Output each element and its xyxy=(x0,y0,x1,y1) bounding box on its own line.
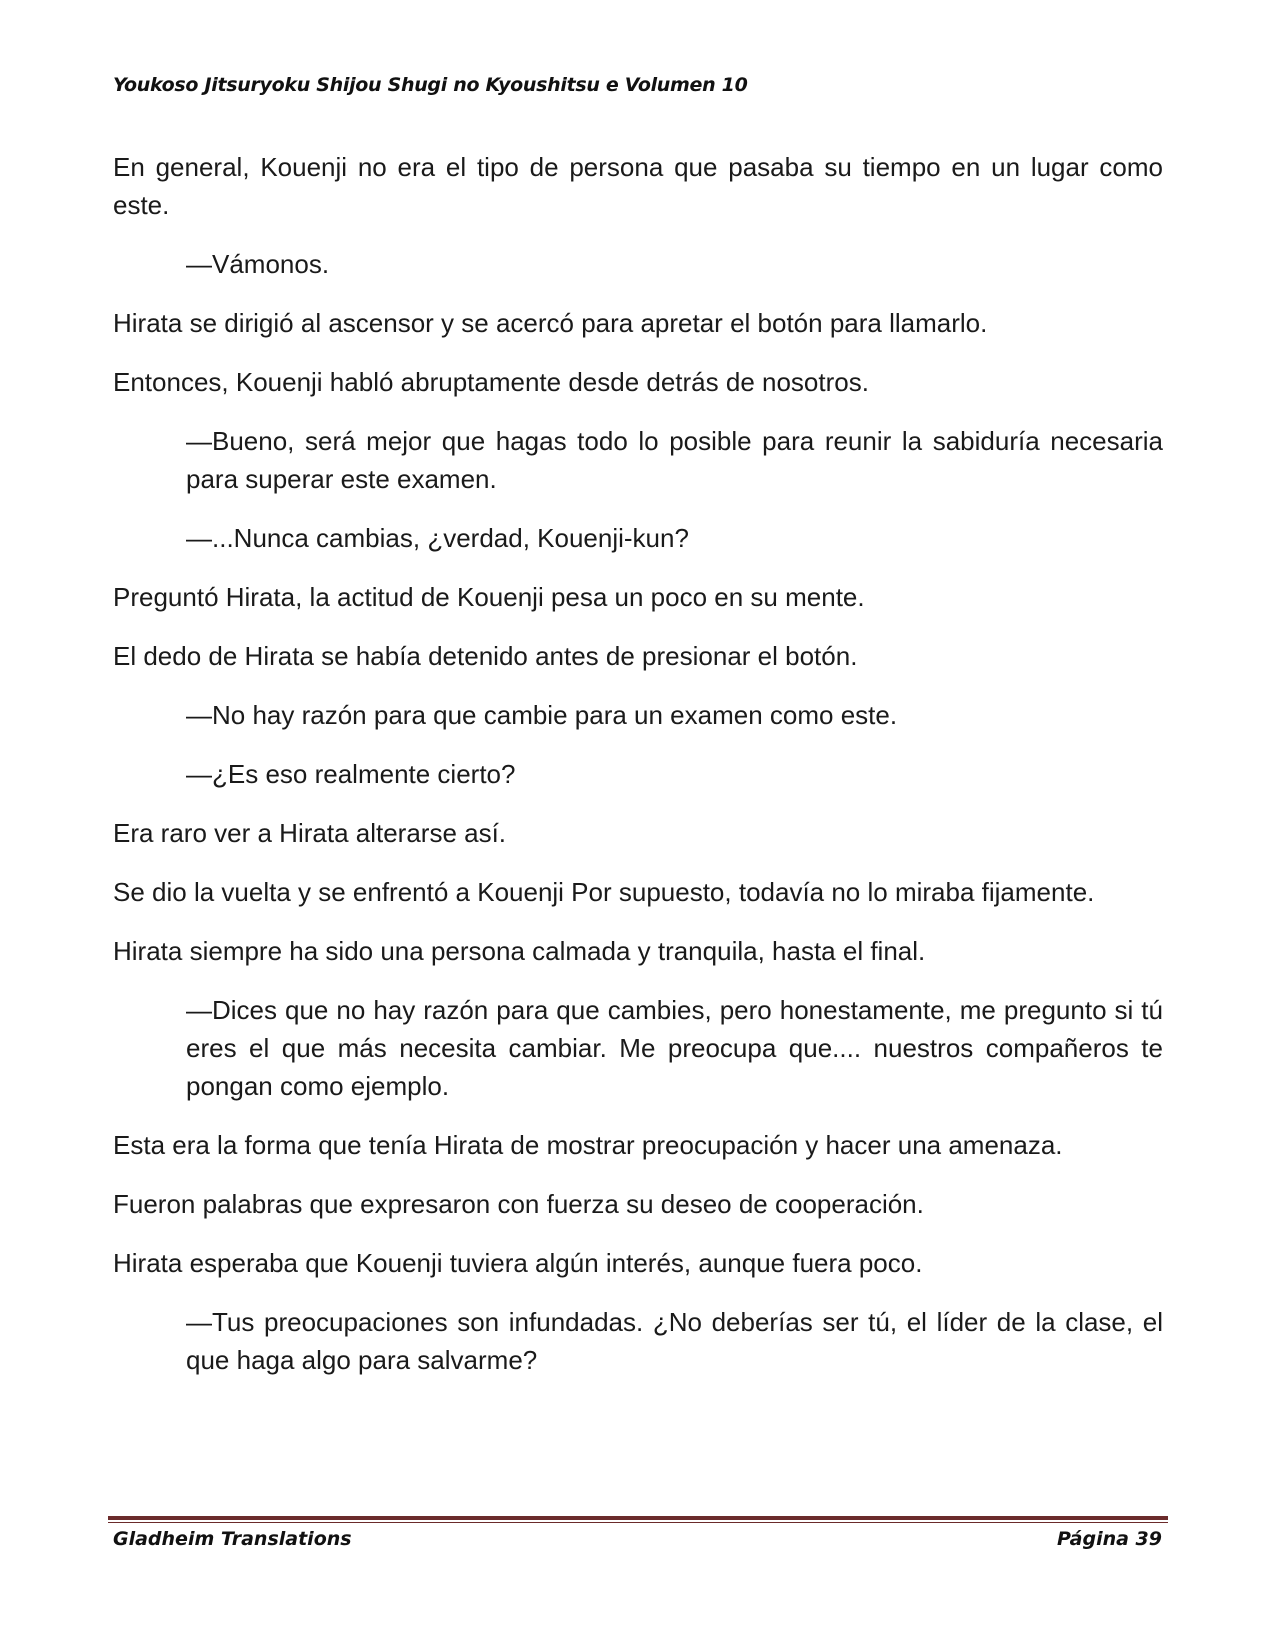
paragraph: Fueron palabras que expresaron con fuerza su deseo de cooperación. xyxy=(113,1189,924,1219)
dialog-line: —No hay razón para que cambie para un examen como este. xyxy=(186,700,898,730)
dialog-line: —Tus preocupaciones son infundadas. ¿No deberías ser tú, el líder de la clase, el que haga algo para salvarme? xyxy=(186,1307,1163,1375)
footer-divider-thin xyxy=(108,1522,1168,1523)
dialog-line: —Bueno, será mejor que hagas todo lo posible para reunir la sabiduría necesaria para superar este examen. xyxy=(186,426,1163,494)
footer-divider-thick xyxy=(108,1516,1168,1520)
dialog-line: —...Nunca cambias, ¿verdad, Kouenji-kun? xyxy=(186,523,689,553)
paragraph: En general, Kouenji no era el tipo de persona que pasaba su tiempo en un lugar como este. xyxy=(113,152,1163,220)
running-header-title: Youkoso Jitsuryoku Shijou Shugi no Kyoushitsu e Volumen 10 xyxy=(113,74,748,96)
paragraph: Entonces, Kouenji habló abruptamente desde detrás de nosotros. xyxy=(113,367,869,397)
paragraph: Hirata esperaba que Kouenji tuviera algún interés, aunque fuera poco. xyxy=(113,1248,923,1278)
footer-divider xyxy=(108,1516,1168,1523)
paragraph: Preguntó Hirata, la actitud de Kouenji pesa un poco en su mente. xyxy=(113,582,865,612)
dialog-line: —Vámonos. xyxy=(186,249,330,279)
paragraph: Se dio la vuelta y se enfrentó a Kouenji Por supuesto, todavía no lo miraba fijamente. xyxy=(113,877,1095,907)
dialog-line: —¿Es eso realmente cierto? xyxy=(186,759,516,789)
footer-publisher: Gladheim Translations xyxy=(113,1528,352,1550)
page-number: Página 39 xyxy=(1056,1528,1162,1550)
paragraph: Hirata se dirigió al ascensor y se acercó para apretar el botón para llamarlo. xyxy=(113,308,988,338)
body-text xyxy=(113,148,1163,1400)
paragraph: Esta era la forma que tenía Hirata de mostrar preocupación y hacer una amenaza. xyxy=(113,1130,1063,1160)
paragraph: El dedo de Hirata se había detenido antes de presionar el botón. xyxy=(113,641,858,671)
paragraph: Era raro ver a Hirata alterarse así. xyxy=(113,818,507,848)
dialog-line: —Dices que no hay razón para que cambies, pero honestamente, me pregunto si tú eres el que más necesita cambiar. Me preocupa que.... nuestros compañeros te pongan como ejemplo. xyxy=(186,995,1163,1101)
paragraph: Hirata siempre ha sido una persona calmada y tranquila, hasta el final. xyxy=(113,936,926,966)
